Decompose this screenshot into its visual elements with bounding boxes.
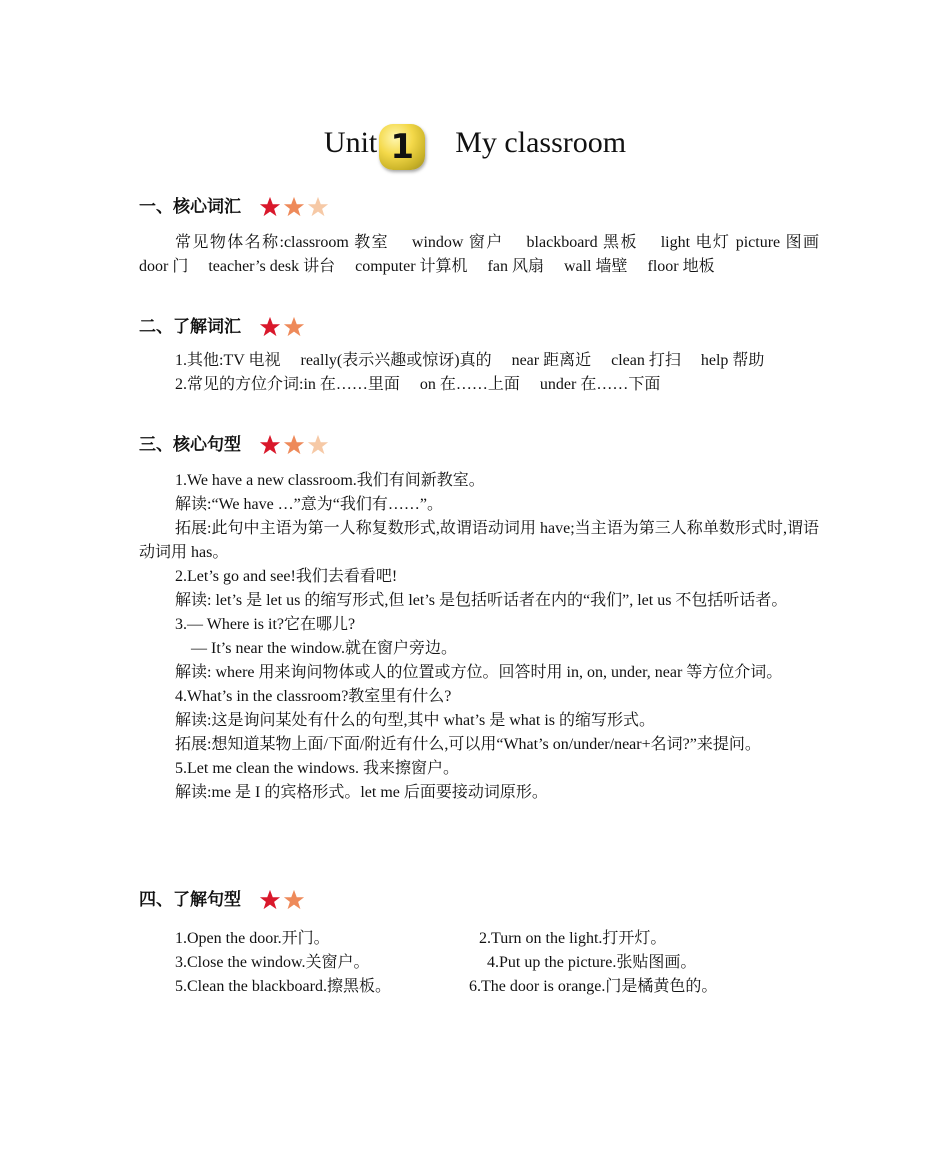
title-unit: Unit <box>323 126 378 159</box>
grid-row <box>139 927 819 951</box>
paragraph: 1.We have a new classroom.我们有间新教室。 <box>175 472 485 489</box>
grid-row <box>139 951 819 975</box>
paragraph: 2.常见的方位介词:in 在……里面 on 在……上面 under 在……下面 <box>175 376 661 393</box>
star-icon <box>283 434 305 456</box>
sentence-grid <box>139 927 819 999</box>
paragraph: 解读:me 是 I 的宾格形式。let me 后面要接动词原形。 <box>175 784 548 801</box>
page-title <box>0 108 950 178</box>
paragraph: 拓展:此句中主语为第一人称复数形式,故谓语动词用 have;当主语为第三人称单数形式时,谓语动词用 has。 <box>139 520 819 561</box>
paragraph: 4.What’s in the classroom?教室里有什么? <box>175 688 452 705</box>
section-core-sentences <box>139 431 819 805</box>
unit-number-badge <box>379 124 425 170</box>
star-icon <box>283 196 305 218</box>
section-extra-sentences <box>139 886 819 999</box>
paragraph: — It’s near the window.就在窗户旁边。 <box>191 640 458 657</box>
paragraph: 1.其他:TV 电视 really(表示兴趣或惊讶)真的 near 距离近 clean 打扫 help 帮助 <box>175 352 765 369</box>
paragraph: 3.— Where is it?它在哪儿? <box>175 616 356 633</box>
title-name: My classroom <box>455 126 627 159</box>
paragraph: 解读: where 用来询问物体或人的位置或方位。回答时用 in, on, under, near 等方位介词。 <box>175 664 783 681</box>
sentence: 1.Open the door.开门。 <box>175 930 330 947</box>
sentence: 4.Put up the picture.张贴图画。 <box>487 954 697 971</box>
star-icon <box>283 316 305 338</box>
sentence: 6.The door is orange.门是橘黄色的。 <box>469 978 718 995</box>
star-icon <box>283 889 305 911</box>
difficulty-stars <box>259 889 305 911</box>
paragraph: 5.Let me clean the windows. 我来擦窗户。 <box>175 760 459 777</box>
section-heading: 四、了解句型 <box>139 886 819 914</box>
sentence: 5.Clean the blackboard.擦黑板。 <box>175 978 391 995</box>
star-icon <box>259 316 281 338</box>
paragraph: 解读: let’s 是 let us 的缩写形式,但 let’s 是包括听话者在内的“我们”, let us 不包括听话者。 <box>175 592 788 609</box>
paragraph: 拓展:想知道某物上面/下面/附近有什么,可以用“What’s on/under/near+名词?”来提问。 <box>175 736 761 753</box>
sentence: 2.Turn on the light.打开灯。 <box>479 930 667 947</box>
paragraph: 解读:“We have …”意为“我们有……”。 <box>175 496 443 513</box>
star-icon <box>307 196 329 218</box>
difficulty-stars <box>259 196 329 218</box>
grid-row <box>139 975 819 999</box>
unit-number: 1 <box>390 127 415 167</box>
paragraph: 解读:这是询问某处有什么的句型,其中 what’s 是 what is 的缩写形式。 <box>175 712 655 729</box>
section-extra-vocabulary <box>139 313 819 397</box>
section-heading: 一、核心词汇 <box>139 193 819 221</box>
difficulty-stars <box>259 434 329 456</box>
section-heading: 二、了解词汇 <box>139 313 819 341</box>
star-icon <box>307 434 329 456</box>
sentence: 3.Close the window.关窗户。 <box>175 954 370 971</box>
section-core-vocabulary <box>139 193 840 279</box>
star-icon <box>259 889 281 911</box>
paragraph: 2.Let’s go and see!我们去看看吧! <box>175 568 398 585</box>
star-icon <box>259 434 281 456</box>
star-icon <box>259 196 281 218</box>
section-heading: 三、核心句型 <box>139 431 819 459</box>
difficulty-stars <box>259 316 305 338</box>
paragraph: 常见物体名称:classroom 教室 window 窗户 blackboard 黑板 light 电灯 picture 图画 door 门 teacher’s desk 讲台 computer 计算机 fan 风扇 wall 墙壁 floor 地板 <box>139 234 840 275</box>
